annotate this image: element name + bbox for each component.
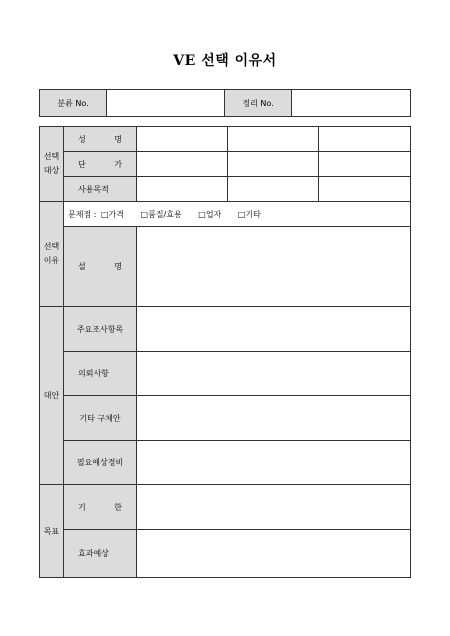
issue-checkbox-other[interactable]: □기타	[237, 209, 261, 219]
section-alternative-label: 대안	[40, 307, 64, 485]
name-field-3[interactable]	[319, 127, 411, 152]
row-label-expected-effect: 효과예상	[64, 530, 137, 578]
issue-checkbox-quality[interactable]: □품질/효용	[140, 209, 182, 219]
usage-purpose-field-1[interactable]	[137, 177, 228, 202]
section-reason-text: 선택 이유	[43, 242, 60, 265]
header-table	[39, 89, 411, 117]
issues-row	[64, 202, 411, 227]
row-label-request: 의뢰사항	[64, 352, 137, 396]
unit-price-field-3[interactable]	[319, 152, 411, 177]
class-no-field[interactable]	[107, 90, 225, 117]
main-form-table	[39, 126, 411, 578]
arrange-no-field[interactable]	[292, 90, 411, 117]
row-label-deadline: 기 한	[64, 485, 137, 530]
class-no-label: 분류 No.	[40, 90, 107, 117]
usage-purpose-field-2[interactable]	[228, 177, 319, 202]
page-title: VE 선택 이유서	[173, 53, 277, 69]
unit-price-field-1[interactable]	[137, 152, 228, 177]
section-goal-label: 목표	[40, 485, 64, 578]
row-label-other-plan: 기타 구체안	[64, 396, 137, 441]
section-target-label	[40, 127, 64, 202]
issue-checkbox-vendor[interactable]: □업자	[198, 209, 222, 219]
name-field-1[interactable]	[137, 127, 228, 152]
other-plan-field[interactable]	[137, 396, 411, 441]
explanation-field[interactable]	[137, 227, 411, 307]
row-label-explanation: 설 명	[64, 227, 137, 307]
issue-checkbox-price[interactable]: □가격	[100, 209, 124, 219]
section-target-text: 선택 대상	[43, 152, 60, 175]
row-label-unit-price: 단 가	[64, 152, 137, 177]
usage-purpose-field-3[interactable]	[319, 177, 411, 202]
expected-effect-field[interactable]	[137, 530, 411, 578]
section-reason-label	[40, 202, 64, 307]
name-field-2[interactable]	[228, 127, 319, 152]
row-label-main-survey: 주요조사항목	[64, 307, 137, 352]
expected-cost-field[interactable]	[137, 441, 411, 485]
request-field[interactable]	[137, 352, 411, 396]
row-label-expected-cost: 필요예상경비	[64, 441, 137, 485]
issues-label: 문제점 :	[68, 209, 97, 219]
arrange-no-label: 정리 No.	[225, 90, 292, 117]
unit-price-field-2[interactable]	[228, 152, 319, 177]
deadline-field[interactable]	[137, 485, 411, 530]
row-label-name: 성 명	[64, 127, 137, 152]
row-label-usage-purpose: 사용목적	[64, 177, 137, 202]
main-survey-field[interactable]	[137, 307, 411, 352]
